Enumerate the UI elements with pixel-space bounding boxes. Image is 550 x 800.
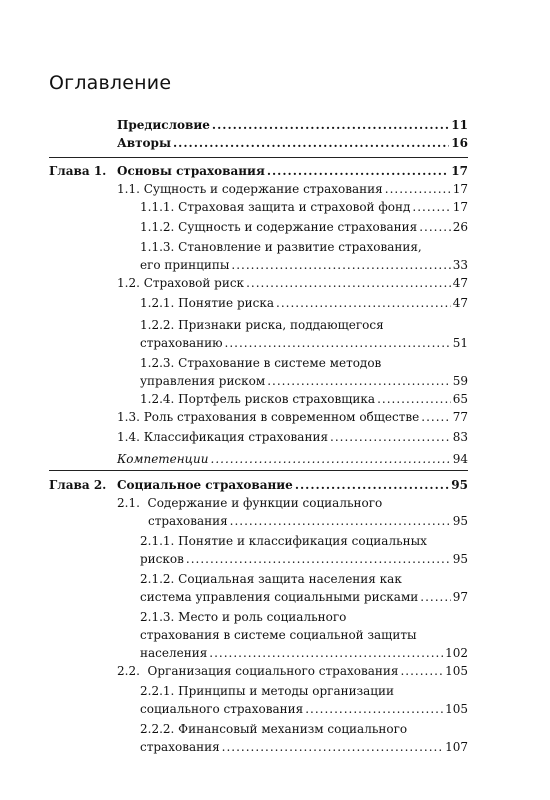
toc-entry-1-2-2-line1: 1.2.2. Признаки риска, поддающегося xyxy=(140,318,384,332)
page-number: 17 xyxy=(451,164,468,178)
dot-leader xyxy=(412,200,450,214)
dot-leader xyxy=(267,164,449,178)
toc-entry-1-2-1[interactable]: 1.2.1. Понятие риска ..... 47 xyxy=(140,296,468,310)
toc-entry-1-1-3[interactable]: его принципы ..... 33 xyxy=(140,258,468,272)
dot-leader xyxy=(173,136,449,150)
dot-leader xyxy=(209,646,443,660)
page-number: 51 xyxy=(452,336,468,350)
dot-leader xyxy=(295,478,449,492)
toc-entry-2-2-1[interactable]: социального страхования ..... 105 xyxy=(140,702,468,716)
divider xyxy=(49,157,468,158)
dot-leader xyxy=(377,392,451,406)
page-number: 97 xyxy=(452,590,468,604)
page-number: 105 xyxy=(445,702,468,716)
dot-leader xyxy=(211,452,451,466)
dot-leader xyxy=(305,702,443,716)
toc-entry-2-1[interactable]: страхования ..... 95 xyxy=(148,514,468,528)
toc-entry-2-1-1-line1: 2.1.1. Понятие и классификация социальных xyxy=(140,534,427,548)
page-number: 17 xyxy=(452,200,468,214)
toc-entry-1-1-3-line1: 1.1.3. Становление и развитие страхования, xyxy=(140,240,422,254)
toc-entry-authors[interactable]: Авторы ..... 16 xyxy=(117,136,468,150)
page-number: 16 xyxy=(451,136,468,150)
dot-leader xyxy=(225,336,451,350)
dot-leader xyxy=(276,296,451,310)
toc-entry-1-1-1[interactable]: 1.1.1. Страховая защита и страховой фонд ..... 17 xyxy=(140,200,468,214)
toc-entry-2-1-1[interactable]: рисков ..... 95 xyxy=(140,552,468,566)
dot-leader xyxy=(246,276,451,290)
page-number: 105 xyxy=(445,664,468,678)
toc-entry-2-1-3-line1: 2.1.3. Место и роль социального xyxy=(140,610,347,624)
page-number: 95 xyxy=(452,514,468,528)
toc-entry-1-4[interactable]: 1.4. Классификация страхования ..... 83 xyxy=(117,430,468,444)
toc-entry-chapter-2[interactable]: Социальное страхование ..... 95 xyxy=(117,478,468,492)
toc-entry-1-1[interactable]: 1.1. Сущность и содержание страхования ..... 17 xyxy=(117,182,468,196)
dot-leader xyxy=(385,182,451,196)
toc-entry-1-2-2[interactable]: страхованию ..... 51 xyxy=(140,336,468,350)
page-number: 83 xyxy=(452,430,468,444)
toc-entry-2-2-1-line1: 2.2.1. Принципы и методы организации xyxy=(140,684,395,698)
page-number: 65 xyxy=(452,392,468,406)
dot-leader xyxy=(330,430,451,444)
toc-entry-1-2-3-line1: 1.2.3. Страхование в системе методов xyxy=(140,356,382,370)
page-number: 47 xyxy=(452,276,468,290)
toc-entry-1-2[interactable]: 1.2. Страховой риск ..... 47 xyxy=(117,276,468,290)
divider xyxy=(49,470,468,471)
toc-entry-1-2-4[interactable]: 1.2.4. Портфель рисков страховщика ..... 65 xyxy=(140,392,468,406)
dot-leader xyxy=(212,118,449,132)
page-title: Оглавление xyxy=(49,72,172,94)
toc-entry-chapter-1[interactable]: Основы страхования ..... 17 xyxy=(117,164,468,178)
toc-entry-1-3[interactable]: 1.3. Роль страхования в современном обществе ..... 77 xyxy=(117,410,468,424)
page-number: 33 xyxy=(452,258,468,272)
toc-entry-2-2-2[interactable]: страхования ..... 107 xyxy=(140,740,468,754)
toc-entry-2-2[interactable]: 2.2. Организация социального страхования ..... 105 xyxy=(117,664,468,678)
dot-leader xyxy=(400,664,443,678)
dot-leader xyxy=(222,740,443,754)
dot-leader xyxy=(231,258,450,272)
toc-entry-2-1-3-line2: страхования в системе социальной защиты xyxy=(140,628,417,642)
dot-leader xyxy=(420,590,450,604)
page-number: 107 xyxy=(445,740,468,754)
chapter-1-label: Глава 1. xyxy=(49,164,107,178)
toc-entry-1-2-3[interactable]: управления риском ..... 59 xyxy=(140,374,468,388)
chapter-2-label: Глава 2. xyxy=(49,478,107,492)
page-number: 17 xyxy=(452,182,468,196)
page-number: 59 xyxy=(452,374,468,388)
toc-entry-2-2-2-line1: 2.2.2. Финансовый механизм социального xyxy=(140,722,408,736)
dot-leader xyxy=(230,514,451,528)
dot-leader xyxy=(421,410,450,424)
page-number: 11 xyxy=(451,118,468,132)
toc-entry-2-1-line1: 2.1. Содержание и функции социального xyxy=(117,496,383,510)
toc-entry-2-1-3[interactable]: населения ..... 102 xyxy=(140,646,468,660)
dot-leader xyxy=(186,552,451,566)
dot-leader xyxy=(267,374,451,388)
dot-leader xyxy=(419,220,451,234)
toc-entry-preface[interactable]: Предисловие ..... 11 xyxy=(117,118,468,132)
page-number: 47 xyxy=(452,296,468,310)
toc-entry-2-1-2[interactable]: система управления социальными рисками ..... 97 xyxy=(140,590,468,604)
page-number: 94 xyxy=(452,452,468,466)
page-number: 95 xyxy=(451,478,468,492)
page-number: 102 xyxy=(445,646,468,660)
toc-entry-1-1-2[interactable]: 1.1.2. Сущность и содержание страхования ..... 26 xyxy=(140,220,468,234)
page-number: 26 xyxy=(452,220,468,234)
page-number: 95 xyxy=(452,552,468,566)
toc-entry-2-1-2-line1: 2.1.2. Социальная защита населения как xyxy=(140,572,402,586)
toc-entry-competencies-1[interactable]: Компетенции ..... 94 xyxy=(117,452,468,466)
page-number: 77 xyxy=(452,410,468,424)
